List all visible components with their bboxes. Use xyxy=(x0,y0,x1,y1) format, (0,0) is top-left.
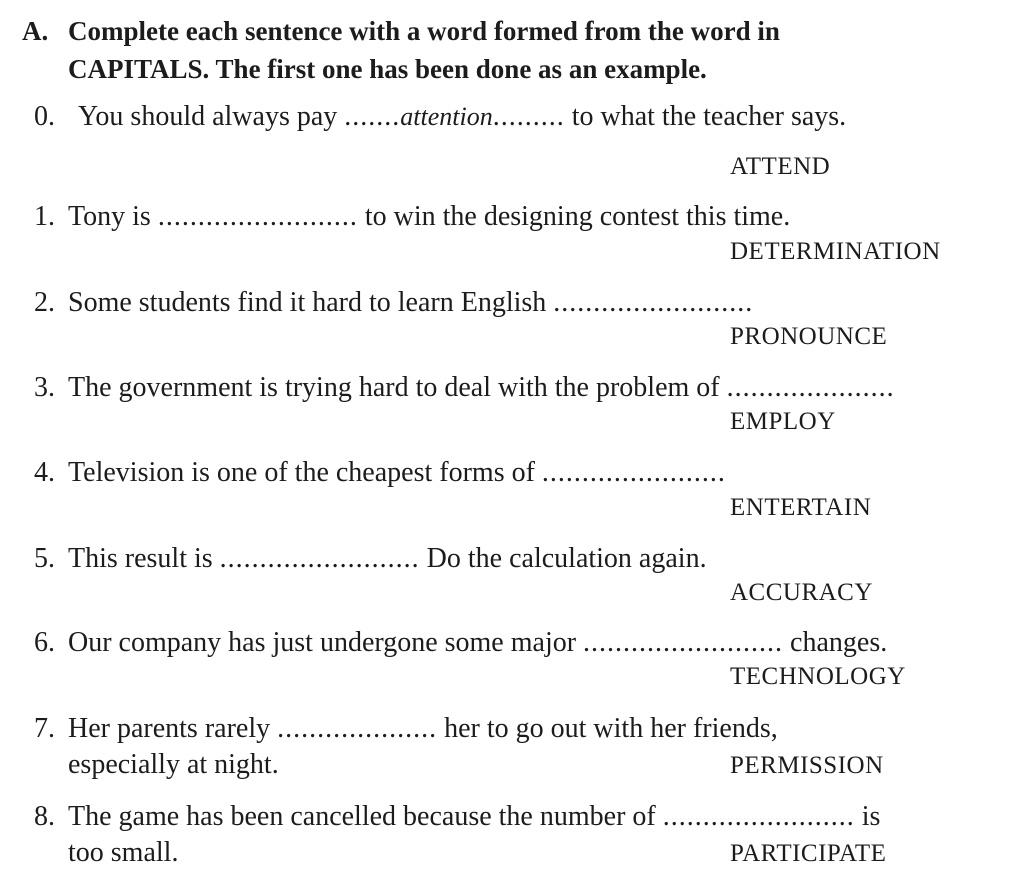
sentence-after: changes. xyxy=(783,627,888,658)
instruction-line-2: CAPITALS. The first one has been done as an example. xyxy=(68,54,707,84)
sentence-before: This result is xyxy=(68,543,220,574)
item-number: 3. xyxy=(34,372,55,403)
item-number: 0. xyxy=(34,101,55,132)
capital-word: ENTERTAIN xyxy=(730,494,872,521)
sentence xyxy=(68,542,707,576)
sentence-before: The game has been cancelled because the number of xyxy=(68,801,663,832)
sentence-after: her to go out with her friends, xyxy=(437,713,778,744)
sentence-after: Do the calculation again. xyxy=(419,543,707,574)
answer-blank[interactable]: .................... xyxy=(277,713,438,744)
example-answer: attention xyxy=(400,102,493,131)
sentence-before: You should always pay xyxy=(78,101,345,132)
sentence xyxy=(68,800,880,834)
capital-word: EMPLOY xyxy=(730,408,836,435)
sentence-before: Television is one of the cheapest forms of xyxy=(68,457,542,488)
sentence xyxy=(68,371,895,405)
answer-blank[interactable]: ......................... xyxy=(583,627,784,658)
sentence-before: Our company has just undergone some major xyxy=(68,627,584,658)
item-number: 6. xyxy=(34,627,55,658)
answer-blank[interactable]: ......................... xyxy=(219,543,420,574)
instruction-line-1: Complete each sentence with a word formed from the word in xyxy=(68,16,780,46)
sentence xyxy=(68,626,887,660)
blank-dots-left: ....... xyxy=(344,101,401,132)
capital-word: DETERMINATION xyxy=(730,238,941,265)
sentence-line-2: too small. xyxy=(68,837,179,868)
capital-word: PARTICIPATE xyxy=(730,840,887,867)
capital-word: TECHNOLOGY xyxy=(730,663,906,690)
answer-blank[interactable]: ......................... xyxy=(553,287,754,318)
capital-word: PERMISSION xyxy=(730,752,884,779)
capital-word: ACCURACY xyxy=(730,579,873,606)
capital-word: ATTEND xyxy=(730,153,831,180)
exercise-letter: A. xyxy=(22,16,49,46)
sentence xyxy=(78,100,846,134)
sentence xyxy=(68,200,790,234)
sentence-before: Her parents rarely xyxy=(68,713,278,744)
answer-blank[interactable]: ......................... xyxy=(157,201,358,232)
sentence xyxy=(68,286,753,320)
sentence-after: to what the teacher says. xyxy=(564,101,847,132)
sentence xyxy=(68,712,778,746)
item-number: 7. xyxy=(34,713,55,744)
sentence-line-2: especially at night. xyxy=(68,749,279,780)
sentence-before: The government is trying hard to deal with the problem of xyxy=(68,372,727,403)
sentence-before: Tony is xyxy=(68,201,158,232)
item-number: 2. xyxy=(34,287,55,318)
capital-word: PRONOUNCE xyxy=(730,323,888,350)
item-number: 4. xyxy=(34,457,55,488)
sentence-after: to win the designing contest this time. xyxy=(357,201,791,232)
sentence xyxy=(68,456,726,490)
answer-blank[interactable]: ..................... xyxy=(726,372,895,403)
item-number: 8. xyxy=(34,801,55,832)
answer-blank[interactable]: ....................... xyxy=(541,457,726,488)
item-number: 1. xyxy=(34,201,55,232)
item-number: 5. xyxy=(34,543,55,574)
sentence-after: is xyxy=(854,801,881,832)
sentence-before: Some students find it hard to learn English xyxy=(68,287,554,318)
blank-dots-right: ......... xyxy=(492,101,565,132)
answer-blank[interactable]: ........................ xyxy=(662,801,855,832)
